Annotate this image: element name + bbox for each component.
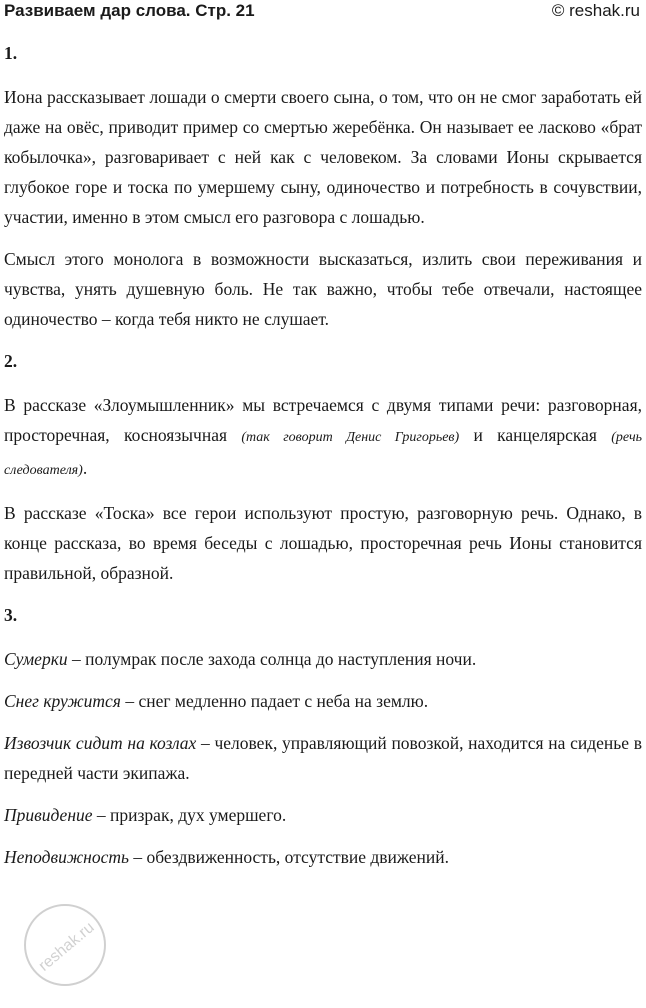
italic-note: (речь следователя) bbox=[4, 430, 642, 478]
page-title: Развиваем дар слова. Стр. 21 bbox=[4, 1, 255, 20]
section-1 bbox=[4, 38, 642, 334]
definition-item bbox=[4, 686, 642, 716]
definition: – полумрак после захода солнца до наступления ночи. bbox=[67, 649, 477, 669]
definition: – призрак, дух умершего. bbox=[92, 805, 287, 825]
term: Сумерки bbox=[4, 649, 68, 669]
definition-item bbox=[4, 800, 642, 830]
section-number: 1. bbox=[4, 43, 18, 63]
definition-item bbox=[4, 644, 642, 674]
definition-item bbox=[4, 728, 642, 788]
page-header bbox=[0, 0, 646, 26]
definition: – обездвиженность, отсутствие движений. bbox=[128, 847, 450, 867]
text-run: и канцелярская bbox=[459, 425, 612, 445]
text-run: В рассказе «Злоумышленник» мы встречаемся с двумя типами речи: разговорная, просторечная, косноязычная bbox=[4, 395, 642, 445]
section-number: 3. bbox=[4, 605, 18, 625]
term: Привидение bbox=[4, 805, 93, 825]
section-number: 2. bbox=[4, 351, 18, 371]
term: Неподвижность bbox=[4, 847, 129, 867]
paragraph: В рассказе «Тоска» все герои используют простую, разговорную речь. Однако, в конце рассказа, во время беседы с лошадью, просторечная речь Ионы становится правильной, образной. bbox=[4, 503, 642, 583]
definition: – человек, управляющий повозкой, находится на сиденье в передней части экипажа. bbox=[4, 733, 642, 783]
term: Снег кружится bbox=[4, 691, 121, 711]
italic-note: (так говорит Денис Григорьев) bbox=[241, 430, 460, 445]
definition-item bbox=[4, 842, 642, 872]
section-2 bbox=[4, 346, 642, 588]
term: Извозчик сидит на козлах bbox=[4, 733, 197, 753]
text-run: . bbox=[82, 458, 88, 478]
watermark-logo bbox=[20, 900, 110, 990]
paragraph: Иона рассказывает лошади о смерти своего сына, о том, что он не смог заработать ей даже на овёс, приводит пример со смертью жеребёнка. Он называет ее ласково «брат кобылочка», разговаривает с ней как с человеком. За словами Ионы скрывается глубокое горе и тоска по умершему сыну, одиночество и потребность в сочувствии, участии, именно в этом смысл его разговора с лошадью. bbox=[4, 87, 642, 227]
document-body bbox=[4, 38, 642, 884]
paragraph: Смысл этого монолога в возможности высказаться, излить свои переживания и чувства, унять душевную боль. Не так важно, чтобы тебе отвечали, настоящее одиночество – когда тебя никто не слушает. bbox=[4, 249, 642, 329]
paragraph bbox=[4, 390, 642, 486]
section-3 bbox=[4, 600, 642, 872]
svg-text:reshak.ru: reshak.ru bbox=[35, 918, 98, 975]
definition: – снег медленно падает с неба на землю. bbox=[120, 691, 429, 711]
site-credit[interactable]: © reshak.ru bbox=[551, 1, 640, 20]
